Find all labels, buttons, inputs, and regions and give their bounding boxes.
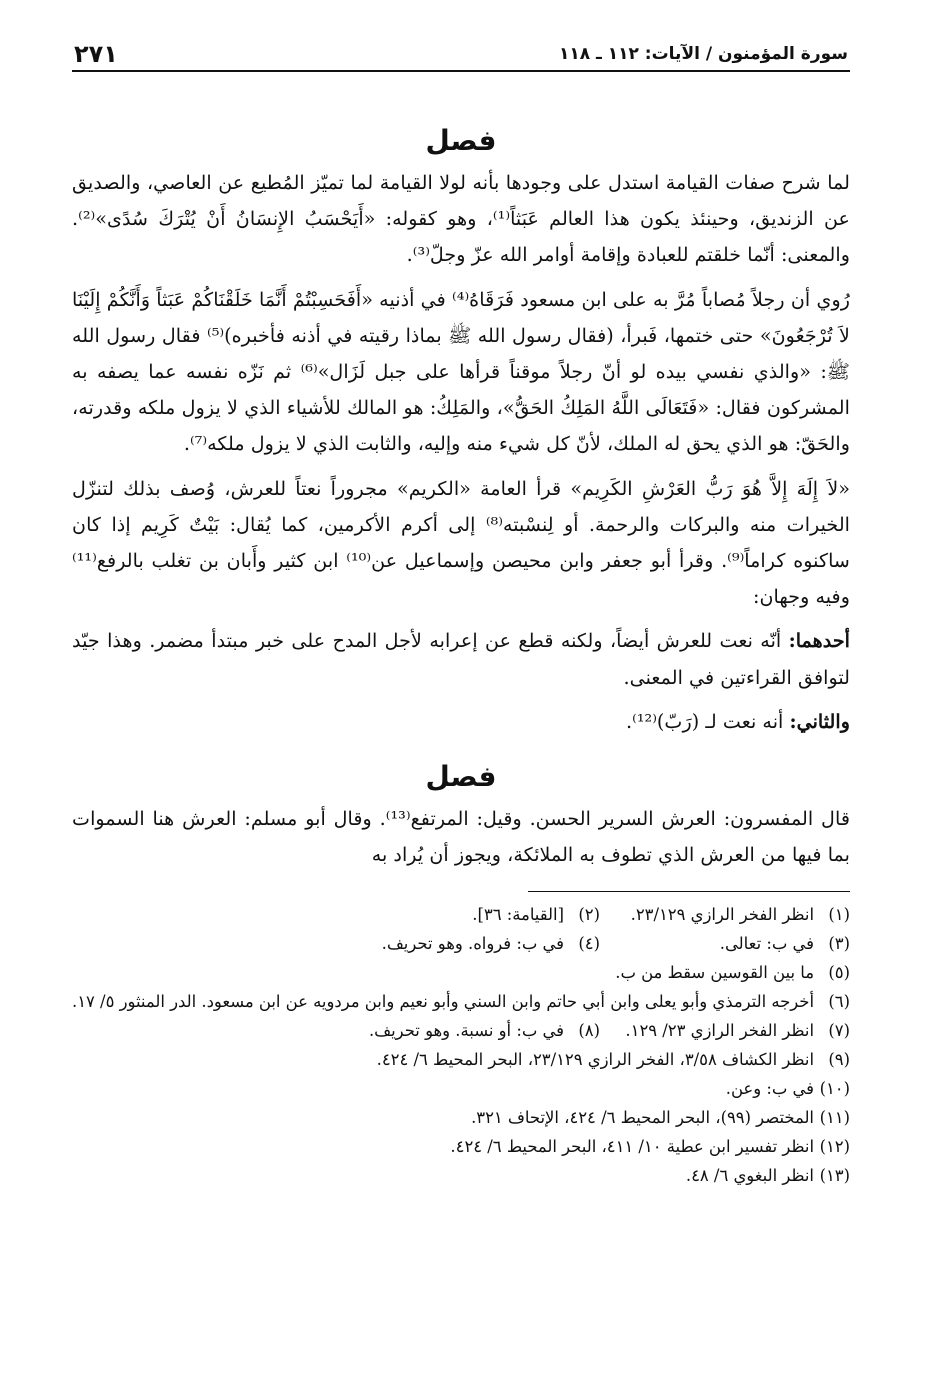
footnote-text: المختصر (٩٩)، البحر المحيط ٦/ ٤٢٤، الإتحاف ٣٢١.: [471, 1108, 814, 1128]
footnote-number: (١٠): [819, 1079, 850, 1099]
footnote-separator: [528, 891, 850, 892]
footnote-pair: [72, 900, 850, 929]
point-text: أنّه نعت للعرش أيضاً، ولكنه قطع عن إعرابه لأجل المدح على خبر مبتدأ مضمر. وهذا جيّد لتوافق القراءتين في المعنى.: [72, 629, 850, 689]
footnote: [472, 900, 600, 929]
footnote: [72, 1074, 850, 1103]
footnote: [600, 929, 850, 958]
point-text: أنه نعت لـ (رَبّ)⁽¹²⁾.: [626, 709, 784, 733]
footnote-text: في ب: تعالى.: [719, 934, 814, 954]
footnote: [600, 900, 850, 929]
footnote-text: في ب: فرواه. وهو تحريف.: [381, 934, 564, 954]
section-title: فصل: [425, 124, 497, 157]
footnote-text: أخرجه الترمذي وأبو يعلى وابن أبي حاتم وابن السني وأبو نعيم وابن مردويه عن ابن مسعود. الدر المنثور ٥/ ١٧.: [72, 992, 814, 1012]
footnote: [72, 987, 850, 1016]
footnote-number: (٢): [578, 905, 600, 925]
footnote: [382, 929, 600, 958]
footnote: [72, 1132, 850, 1161]
running-header: [72, 40, 850, 72]
footnote-text: ما بين القوسين سقط من ب.: [615, 963, 814, 983]
footnote-number: (٥): [828, 963, 850, 983]
footnote-text: [القيامة: ٣٦].: [472, 905, 564, 925]
footnote-number: (٣): [828, 934, 850, 954]
footnote-text: انظر تفسير ابن عطية ١٠/ ٤١١، البحر المحيط ٦/ ٤٢٤.: [450, 1137, 814, 1157]
footnote: [72, 1045, 850, 1074]
footnote-text: انظر الفخر الرازي ٢٣/١٢٩.: [630, 905, 814, 925]
footnote-text: في ب: أو نسبة. وهو تحريف.: [368, 1021, 564, 1041]
section-title: فصل: [425, 760, 497, 794]
footnote-text: انظر الفخر الرازي ٢٣/ ١٢٩.: [625, 1021, 814, 1041]
footnote-number: (١): [828, 905, 850, 925]
body-paragraph: رُوي أن رجلاً مُصاباً مُرَّ به على ابن مسعود فَرَقَاهُ⁽⁴⁾ في أذنيه «أَفَحَسِبْتُمْ أَنَّمَا خَلَقْنَاكُمْ عَبَثاً وَأَنَّكُمْ إِلَيْنَا لاَ تُرْجَعُونَ» حتى ختمها، فَبرأ، (فقال رسول الله ﷺ بماذا رقيته في أذنه فأخبره)⁽⁵⁾ فقال رسول الله ﷺ: «والذي نفسي بيده لو أنّ رجلاً موقناً قرأها على جبل لَزَال»⁽⁶⁾ ثم نَزّه نفسه عما يصفه به المشركون فقال: «فَتَعَالَى اللَّهُ المَلِكُ الحَقُّ»، والمَلِكُ: هو المالك للأشياء الذي لا يزول ملكه وقدرته، والحَقّ: هو الذي يحق له الملك، لأنّ كل شيء منه وإليه، والثابت الذي لا يزول ملكه⁽⁷⁾.: [72, 287, 850, 456]
surah-title: سورة المؤمنون / الآيات: ١١٢ ـ ١١٨: [558, 44, 848, 64]
footnote: [72, 1161, 850, 1190]
footnote-number: (١٢): [819, 1137, 850, 1157]
footnote-text: في ب: وعن.: [725, 1079, 814, 1099]
footnote-number: (٨): [578, 1021, 600, 1041]
footnote: [369, 1016, 600, 1045]
footnote-pair: [72, 1016, 850, 1045]
body-paragraph: لما شرح صفات القيامة استدل على وجودها بأنه لولا القيامة لما تميّز المُطيع عن العاصي، والصديق عن الزنديق، وحينئذ يكون هذا العالم عَبَثاً⁽¹⁾، وهو كقوله: «أَيَحْسَبُ الإِنسَانُ أَنْ يُتْرَكَ سُدًى»⁽²⁾. والمعنى: أنّما خلقتم للعبادة وإقامة أوامر الله عزّ وجلّ⁽³⁾.: [72, 171, 850, 267]
page-number: ٢٧١: [74, 40, 118, 68]
footnote-number: (١١): [819, 1108, 850, 1128]
footnote-number: (٤): [578, 934, 600, 954]
footnote-number: (٩): [828, 1050, 850, 1070]
footnote-number: (١٣): [819, 1166, 850, 1186]
footnote-pair: [72, 929, 850, 958]
footnote-number: (٧): [828, 1021, 850, 1041]
footnote-number: (٦): [828, 992, 850, 1012]
point-label: أحدهما:: [788, 629, 851, 653]
footnote: [72, 1103, 850, 1132]
body-paragraph: «لاَ إِلَهَ إِلاَّ هُوَ رَبُّ العَرْشِ الكَرِيم» قرأ العامة «الكريم» مجروراً نعتاً للعرش، وُصف بذلك لتنزّل الخيرات منه والبركات والرحمة. أو لِنسْبته⁽⁸⁾ إلى أكرم الأكرمين، كما يُقال: بَيْتٌ كَرِيم إذا كان ساكنوه كراماً⁽⁹⁾. وقرأ أبو جعفر وابن محيصن وإسماعيل عن⁽¹⁰⁾ ابن كثير وأَبان بن تغلب بالرفع⁽¹¹⁾ وفيه وجهان:: [72, 476, 851, 609]
book-page: [72, 40, 850, 1190]
footnote: [600, 1016, 850, 1045]
footnote: [72, 958, 850, 987]
body-paragraph: [72, 704, 850, 740]
body-paragraph: [72, 623, 850, 695]
body-paragraph: قال المفسرون: العرش السرير الحسن. وقيل: المرتفع⁽¹³⁾. وقال أبو مسلم: العرش هنا السموات بما فيها من العرش الذي تطوف به الملائكة، ويجوز أن يُراد به: [72, 807, 851, 867]
footnote-text: انظر البغوي ٦/ ٤٨.: [685, 1166, 814, 1186]
footnotes: [72, 900, 850, 1190]
footnote-text: انظر الكشاف ٣/٥٨، الفخر الرازي ٢٣/١٢٩، البحر المحيط ٦/ ٤٢٤.: [376, 1050, 814, 1070]
point-label: والثاني:: [789, 709, 850, 733]
